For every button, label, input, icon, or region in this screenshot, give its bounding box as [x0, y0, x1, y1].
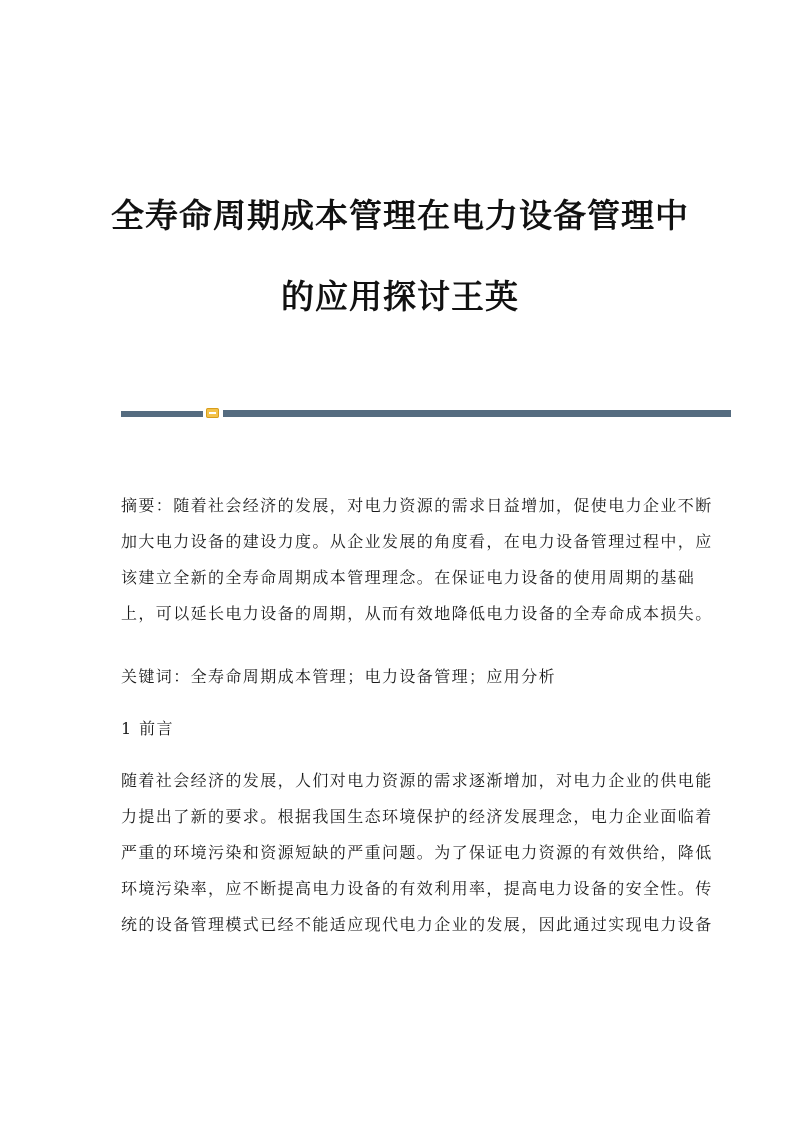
keywords-paragraph — [121, 659, 681, 695]
intro-line: 环境污染率，应不断提高电力设备的有效利用率，提高电力设备的安全性。传 — [121, 879, 713, 898]
intro-line: 力提出了新的要求。根据我国生态环境保护的经济发展理念，电力企业面临着 — [121, 807, 713, 826]
title-line-2: 的应用探讨王英 — [281, 277, 519, 316]
abstract-line: 上，可以延长电力设备的周期，从而有效地降低电力设备的全寿命成本损失。 — [121, 604, 713, 623]
abstract-line: 加大电力设备的建设力度。从企业发展的角度看，在电力设备管理过程中，应 — [121, 532, 713, 551]
abstract-line: 摘要：随着社会经济的发展，对电力资源的需求日益增加，促使电力企业不断 — [121, 496, 713, 515]
intro-line: 严重的环境污染和资源短缺的严重问题。为了保证电力资源的有效供给，降低 — [121, 843, 713, 862]
divider-bar-left — [121, 411, 203, 417]
intro-line: 随着社会经济的发展，人们对电力资源的需求逐渐增加，对电力企业的供电能 — [121, 771, 713, 790]
intro-paragraph — [121, 763, 713, 943]
section-heading — [121, 711, 681, 747]
abstract-line: 该建立全新的全寿命周期成本管理理念。在保证电力设备的使用周期的基础 — [121, 568, 696, 587]
divider-bar-right — [223, 410, 731, 417]
intro-line: 统的设备管理模式已经不能适应现代电力企业的发展，因此通过实现电力设备 — [121, 915, 713, 934]
abstract-paragraph — [121, 488, 713, 632]
title-divider — [121, 408, 731, 418]
section-heading-text: 1 前言 — [121, 719, 174, 738]
keywords-line: 关键词：全寿命周期成本管理；电力设备管理；应用分析 — [121, 667, 557, 686]
title-line-1: 全寿命周期成本管理在电力设备管理中 — [111, 196, 689, 235]
divider-emblem-icon — [206, 408, 219, 418]
